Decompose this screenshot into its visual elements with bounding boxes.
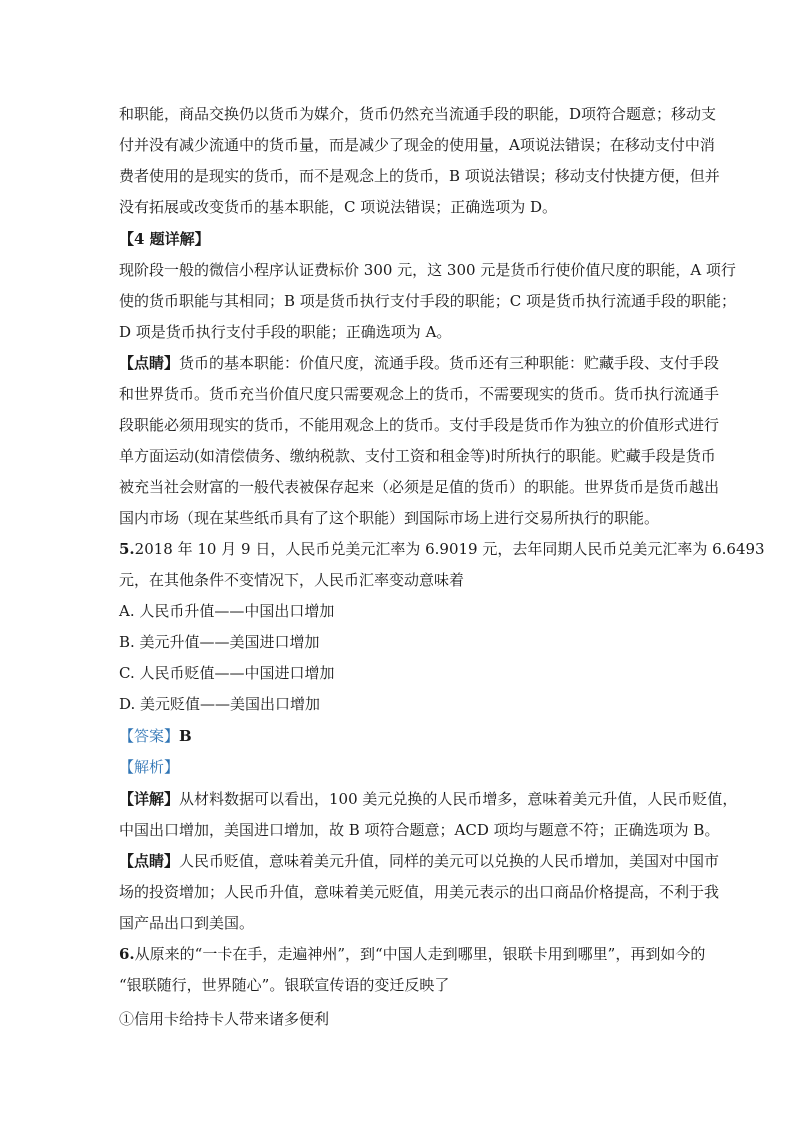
option-c: C. 人民币贬值——中国进口增加 bbox=[119, 664, 335, 682]
q4-detail-heading: 【4 题详解】 bbox=[119, 230, 210, 248]
option-b: B. 美元升值——美国进口增加 bbox=[119, 633, 320, 651]
detail-text: 从材料数据可以看出，100 美元兑换的人民币增多，意味着美元升值，人民币贬值， bbox=[179, 790, 738, 808]
paragraph-line: 和职能，商品交换仍以货币为媒介，货币仍然充当流通手段的职能，D项符合题意；移动支 bbox=[119, 105, 717, 123]
detail-first-line bbox=[119, 789, 737, 809]
tip-label: 【点睛】 bbox=[119, 852, 180, 870]
answer-line bbox=[119, 726, 192, 746]
question-number: 5. bbox=[119, 540, 135, 558]
tip-text: 货币的基本职能：价值尺度，流通手段。货币还有三种职能：贮藏手段、支付手段 bbox=[179, 354, 720, 372]
answer-value: B bbox=[179, 727, 192, 745]
tip-label: 【点睛】 bbox=[119, 354, 180, 372]
paragraph-line: 段职能必须用现实的货币，不能用观念上的货币。支付手段是货币作为独立的价值形式进行 bbox=[119, 416, 720, 434]
tip-first-line bbox=[119, 353, 719, 373]
question-6-stem bbox=[119, 944, 705, 964]
tip-text: 人民币贬值，意味着美元升值，同样的美元可以兑换的人民币增加，美国对中国市 bbox=[179, 852, 720, 870]
paragraph-line: 场的投资增加；人民币升值，意味着美元贬值，用美元表示的出口商品价格提高，不利于我 bbox=[119, 883, 720, 901]
paragraph-line: 被充当社会财富的一般代表被保存起来（必须是足值的货币）的职能。世界货币是货币越出 bbox=[119, 478, 720, 496]
question-text: 从原来的“一卡在手，走遍神州”，到“中国人走到哪里，银联卡用到哪里”，再到如今的 bbox=[134, 945, 706, 963]
analysis-label: 【解析】 bbox=[119, 758, 180, 776]
paragraph-line: 中国出口增加，美国进口增加，故 B 项符合题意；ACD 项均与题意不符；正确选项为 B。 bbox=[119, 821, 720, 839]
paragraph-line: 付并没有减少流通中的货币量，而是减少了现金的使用量，A项说法错误；在移动支付中消 bbox=[119, 136, 715, 154]
paragraph-line: 没有拓展或改变货币的基本职能，C 项说法错误；正确选项为 D。 bbox=[119, 198, 558, 216]
paragraph-line: 元，在其他条件不变情况下，人民币汇率变动意味着 bbox=[119, 571, 465, 589]
question-5-stem bbox=[119, 539, 765, 559]
paragraph-line: 费者使用的是现实的货币，而不是观念上的货币，B 项说法错误；移动支付快捷方便，但并 bbox=[119, 167, 720, 185]
paragraph-line: 和世界货币。货币充当价值尺度只需要观念上的货币，不需要现实的货币。货币执行流通手 bbox=[119, 385, 720, 403]
option-1: ①信用卡给持卡人带来诸多便利 bbox=[119, 1010, 330, 1028]
detail-label: 【详解】 bbox=[119, 790, 180, 808]
tip-first-line bbox=[119, 851, 719, 871]
question-number: 6. bbox=[119, 945, 135, 963]
question-text: 2018 年 10 月 9 日，人民币兑美元汇率为 6.9019 元，去年同期人民币兑美元汇率为 6.6493 bbox=[134, 540, 765, 558]
paragraph-line: 单方面运动(如清偿债务、缴纳税款、支付工资和租金等)时所执行的职能。贮藏手段是货币 bbox=[119, 447, 716, 465]
option-a: A. 人民币升值——中国出口增加 bbox=[119, 602, 335, 620]
paragraph-line: 现阶段一般的微信小程序认证费标价 300 元，这 300 元是货币行使价值尺度的职能，A 项行 bbox=[119, 261, 736, 279]
paragraph-line: D 项是货币执行支付手段的职能；正确选项为 A。 bbox=[119, 323, 452, 341]
paragraph-line: 国内市场（现在某些纸币具有了这个职能）到国际市场上进行交易所执行的职能。 bbox=[119, 509, 660, 527]
answer-label: 【答案】 bbox=[119, 727, 180, 745]
paragraph-line: 使的货币职能与其相同；B 项是货币执行支付手段的职能；C 项是货币执行流通手段的职能； bbox=[119, 292, 737, 310]
option-d: D. 美元贬值——美国出口增加 bbox=[119, 695, 321, 713]
paragraph-line: “银联随行，世界随心”。银联宣传语的变迁反映了 bbox=[119, 976, 450, 994]
paragraph-line: 国产品出口到美国。 bbox=[119, 914, 255, 932]
